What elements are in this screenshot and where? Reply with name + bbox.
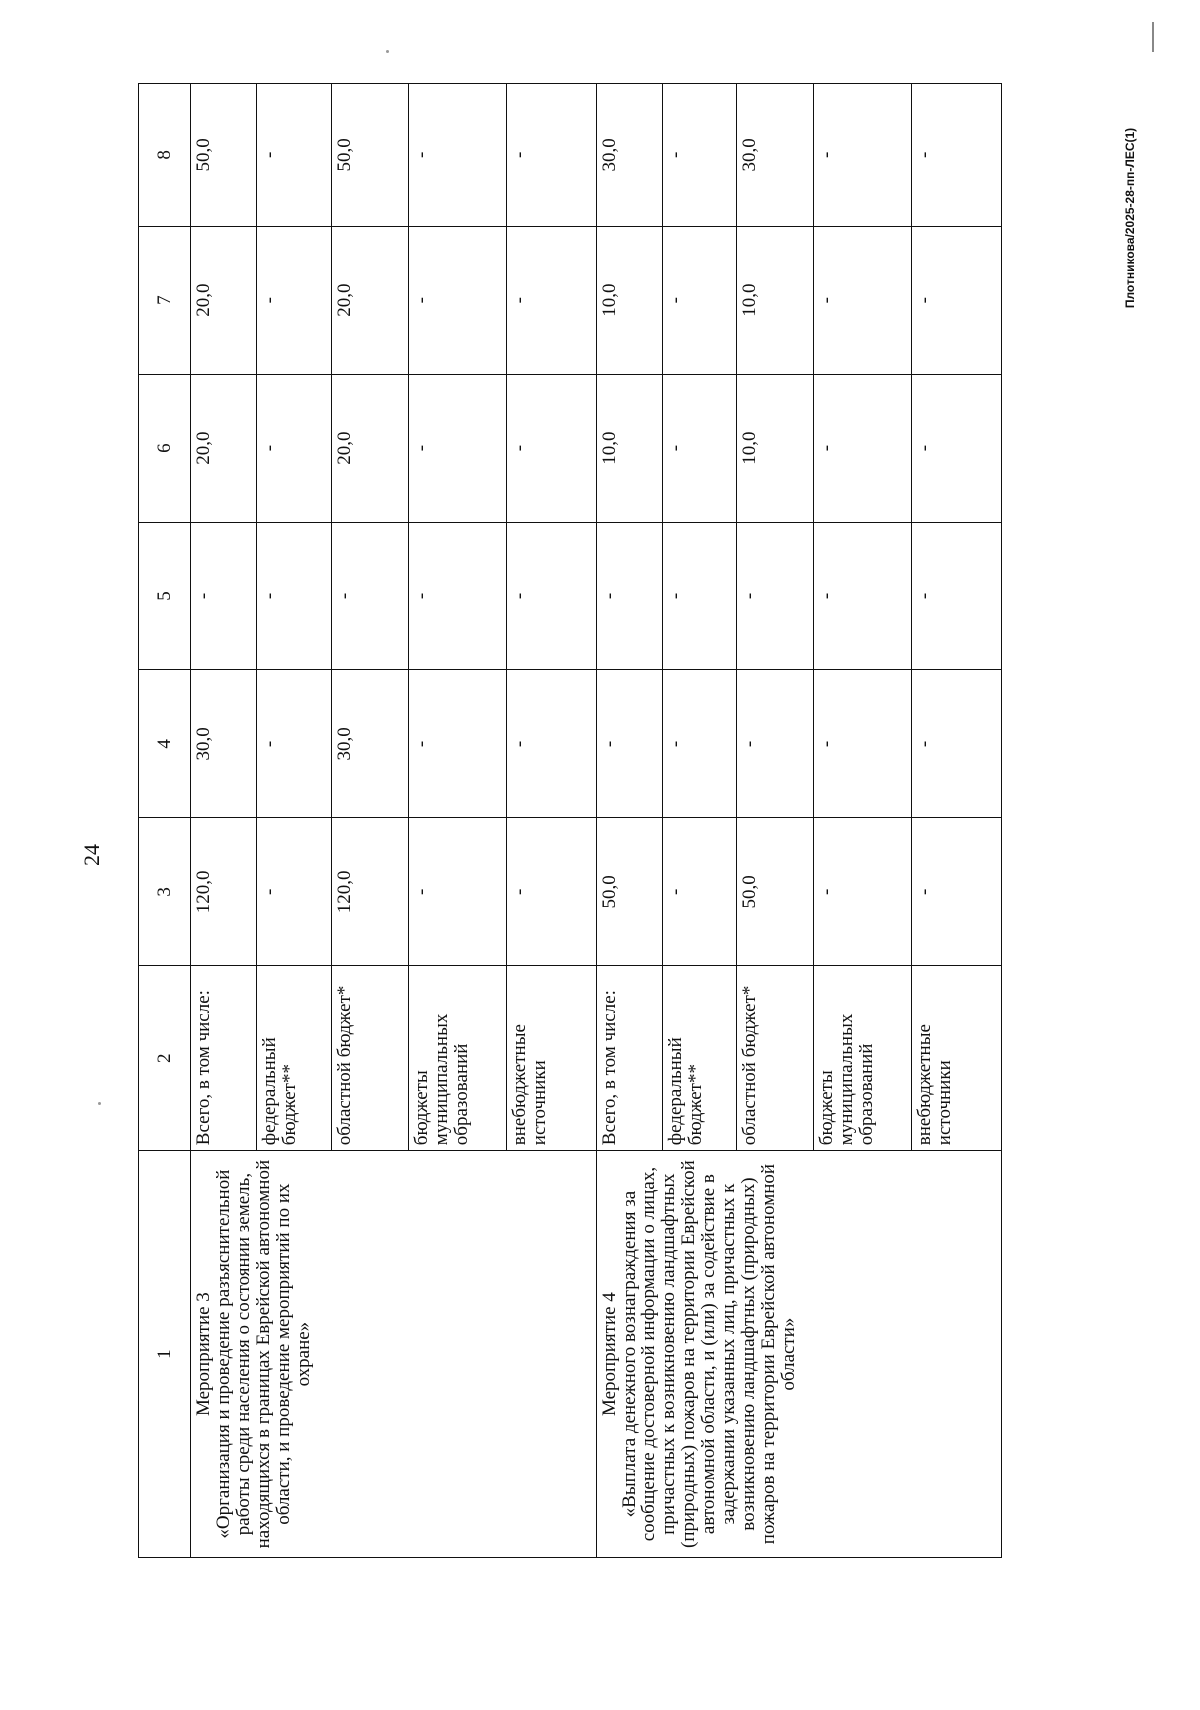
- amount-cell: 50,0: [596, 818, 662, 966]
- activity-title: Мероприятие 3: [193, 1292, 215, 1417]
- amount-cell: -: [596, 670, 662, 818]
- funding-source-cell: бюджеты муниципальных образований: [408, 966, 506, 1151]
- amount-cell: -: [257, 522, 332, 670]
- header-cell: 7: [139, 226, 191, 374]
- activity-description: «Выплата денежного вознаграждения за сообщение достоверной информации о лицах, причастных к возникновению ландшафтных (природных) пожаров на территории Еврейской автономной области, и (или) за содействие в задержании указанных лиц, причастных к возникновению ландшафтных (природных) пожаров на территории Еврейской автономной области»: [618, 1160, 800, 1548]
- amount-cell: -: [662, 226, 737, 374]
- funding-source-cell: внебюджетные источники: [912, 966, 1002, 1151]
- amount-cell: -: [814, 226, 912, 374]
- amount-cell: -: [257, 818, 332, 966]
- amount-cell: -: [191, 522, 257, 670]
- amount-cell: 30,0: [191, 670, 257, 818]
- header-cell: 5: [139, 522, 191, 670]
- amount-cell: -: [507, 522, 597, 670]
- header-cell: 8: [139, 84, 191, 227]
- amount-cell: -: [507, 84, 597, 227]
- amount-cell: 50,0: [737, 818, 814, 966]
- scan-artifact-line: [1152, 22, 1154, 52]
- amount-cell: 50,0: [191, 84, 257, 227]
- amount-cell: -: [507, 226, 597, 374]
- amount-cell: -: [912, 670, 1002, 818]
- document-code: Плотникова/2025-28-пп-ЛЕС(1): [1123, 127, 1137, 309]
- amount-cell: 20,0: [332, 226, 409, 374]
- amount-cell: 10,0: [596, 226, 662, 374]
- amount-cell: -: [662, 670, 737, 818]
- funding-source-cell: областной бюджет*: [737, 966, 814, 1151]
- amount-cell: -: [408, 818, 506, 966]
- amount-cell: -: [507, 670, 597, 818]
- amount-cell: -: [257, 84, 332, 227]
- financing-table-container: [138, 83, 1002, 1558]
- amount-cell: -: [596, 522, 662, 670]
- amount-cell: -: [912, 226, 1002, 374]
- amount-cell: -: [408, 374, 506, 522]
- funding-source-cell: бюджеты муниципальных образований: [814, 966, 912, 1151]
- amount-cell: -: [408, 522, 506, 670]
- amount-cell: -: [408, 84, 506, 227]
- activity-cell: [596, 1151, 1001, 1558]
- amount-cell: 120,0: [191, 818, 257, 966]
- amount-cell: -: [662, 522, 737, 670]
- amount-cell: -: [662, 818, 737, 966]
- funding-source-cell: областной бюджет*: [332, 966, 409, 1151]
- amount-cell: 30,0: [737, 84, 814, 227]
- amount-cell: 20,0: [191, 226, 257, 374]
- amount-cell: 10,0: [737, 374, 814, 522]
- amount-cell: 50,0: [332, 84, 409, 227]
- amount-cell: 20,0: [332, 374, 409, 522]
- header-cell: 4: [139, 670, 191, 818]
- amount-cell: -: [408, 226, 506, 374]
- amount-cell: -: [507, 374, 597, 522]
- amount-cell: -: [814, 818, 912, 966]
- table-row: [191, 84, 257, 1558]
- amount-cell: 20,0: [191, 374, 257, 522]
- amount-cell: -: [912, 818, 1002, 966]
- funding-source-cell: внебюджетные источники: [507, 966, 597, 1151]
- amount-cell: -: [814, 374, 912, 522]
- amount-cell: -: [912, 522, 1002, 670]
- amount-cell: -: [257, 226, 332, 374]
- amount-cell: -: [257, 670, 332, 818]
- amount-cell: -: [737, 522, 814, 670]
- amount-cell: -: [662, 84, 737, 227]
- amount-cell: 30,0: [332, 670, 409, 818]
- amount-cell: -: [332, 522, 409, 670]
- table-row: [596, 84, 662, 1558]
- header-cell: 2: [139, 966, 191, 1151]
- amount-cell: -: [912, 374, 1002, 522]
- funding-source-cell: федеральный бюджет**: [662, 966, 737, 1151]
- financing-table: [138, 83, 1002, 1558]
- amount-cell: -: [814, 522, 912, 670]
- header-cell: 1: [139, 1151, 191, 1558]
- activity-description: «Организация и проведение разъяснительной работы среди населения о состоянии земель, находящихся в границах Еврейской автономной области, и проведение мероприятий по их охране»: [213, 1159, 314, 1549]
- funding-source-cell: Всего, в том числе:: [191, 966, 257, 1151]
- amount-cell: 30,0: [596, 84, 662, 227]
- scan-artifact-dot: [386, 50, 389, 53]
- page-number: 24: [79, 844, 104, 866]
- funding-source-cell: Всего, в том числе:: [596, 966, 662, 1151]
- amount-cell: -: [507, 818, 597, 966]
- activity-title: Мероприятие 4: [598, 1292, 620, 1417]
- amount-cell: -: [737, 670, 814, 818]
- amount-cell: -: [257, 374, 332, 522]
- amount-cell: -: [408, 670, 506, 818]
- activity-cell: [191, 1151, 596, 1558]
- funding-source-cell: федеральный бюджет**: [257, 966, 332, 1151]
- amount-cell: 120,0: [332, 818, 409, 966]
- amount-cell: 10,0: [737, 226, 814, 374]
- amount-cell: 10,0: [596, 374, 662, 522]
- amount-cell: -: [912, 84, 1002, 227]
- header-cell: 6: [139, 374, 191, 522]
- amount-cell: -: [662, 374, 737, 522]
- scan-artifact-dot: [98, 1102, 101, 1105]
- table-header-row: [139, 84, 191, 1558]
- amount-cell: -: [814, 670, 912, 818]
- header-cell: 3: [139, 818, 191, 966]
- amount-cell: -: [814, 84, 912, 227]
